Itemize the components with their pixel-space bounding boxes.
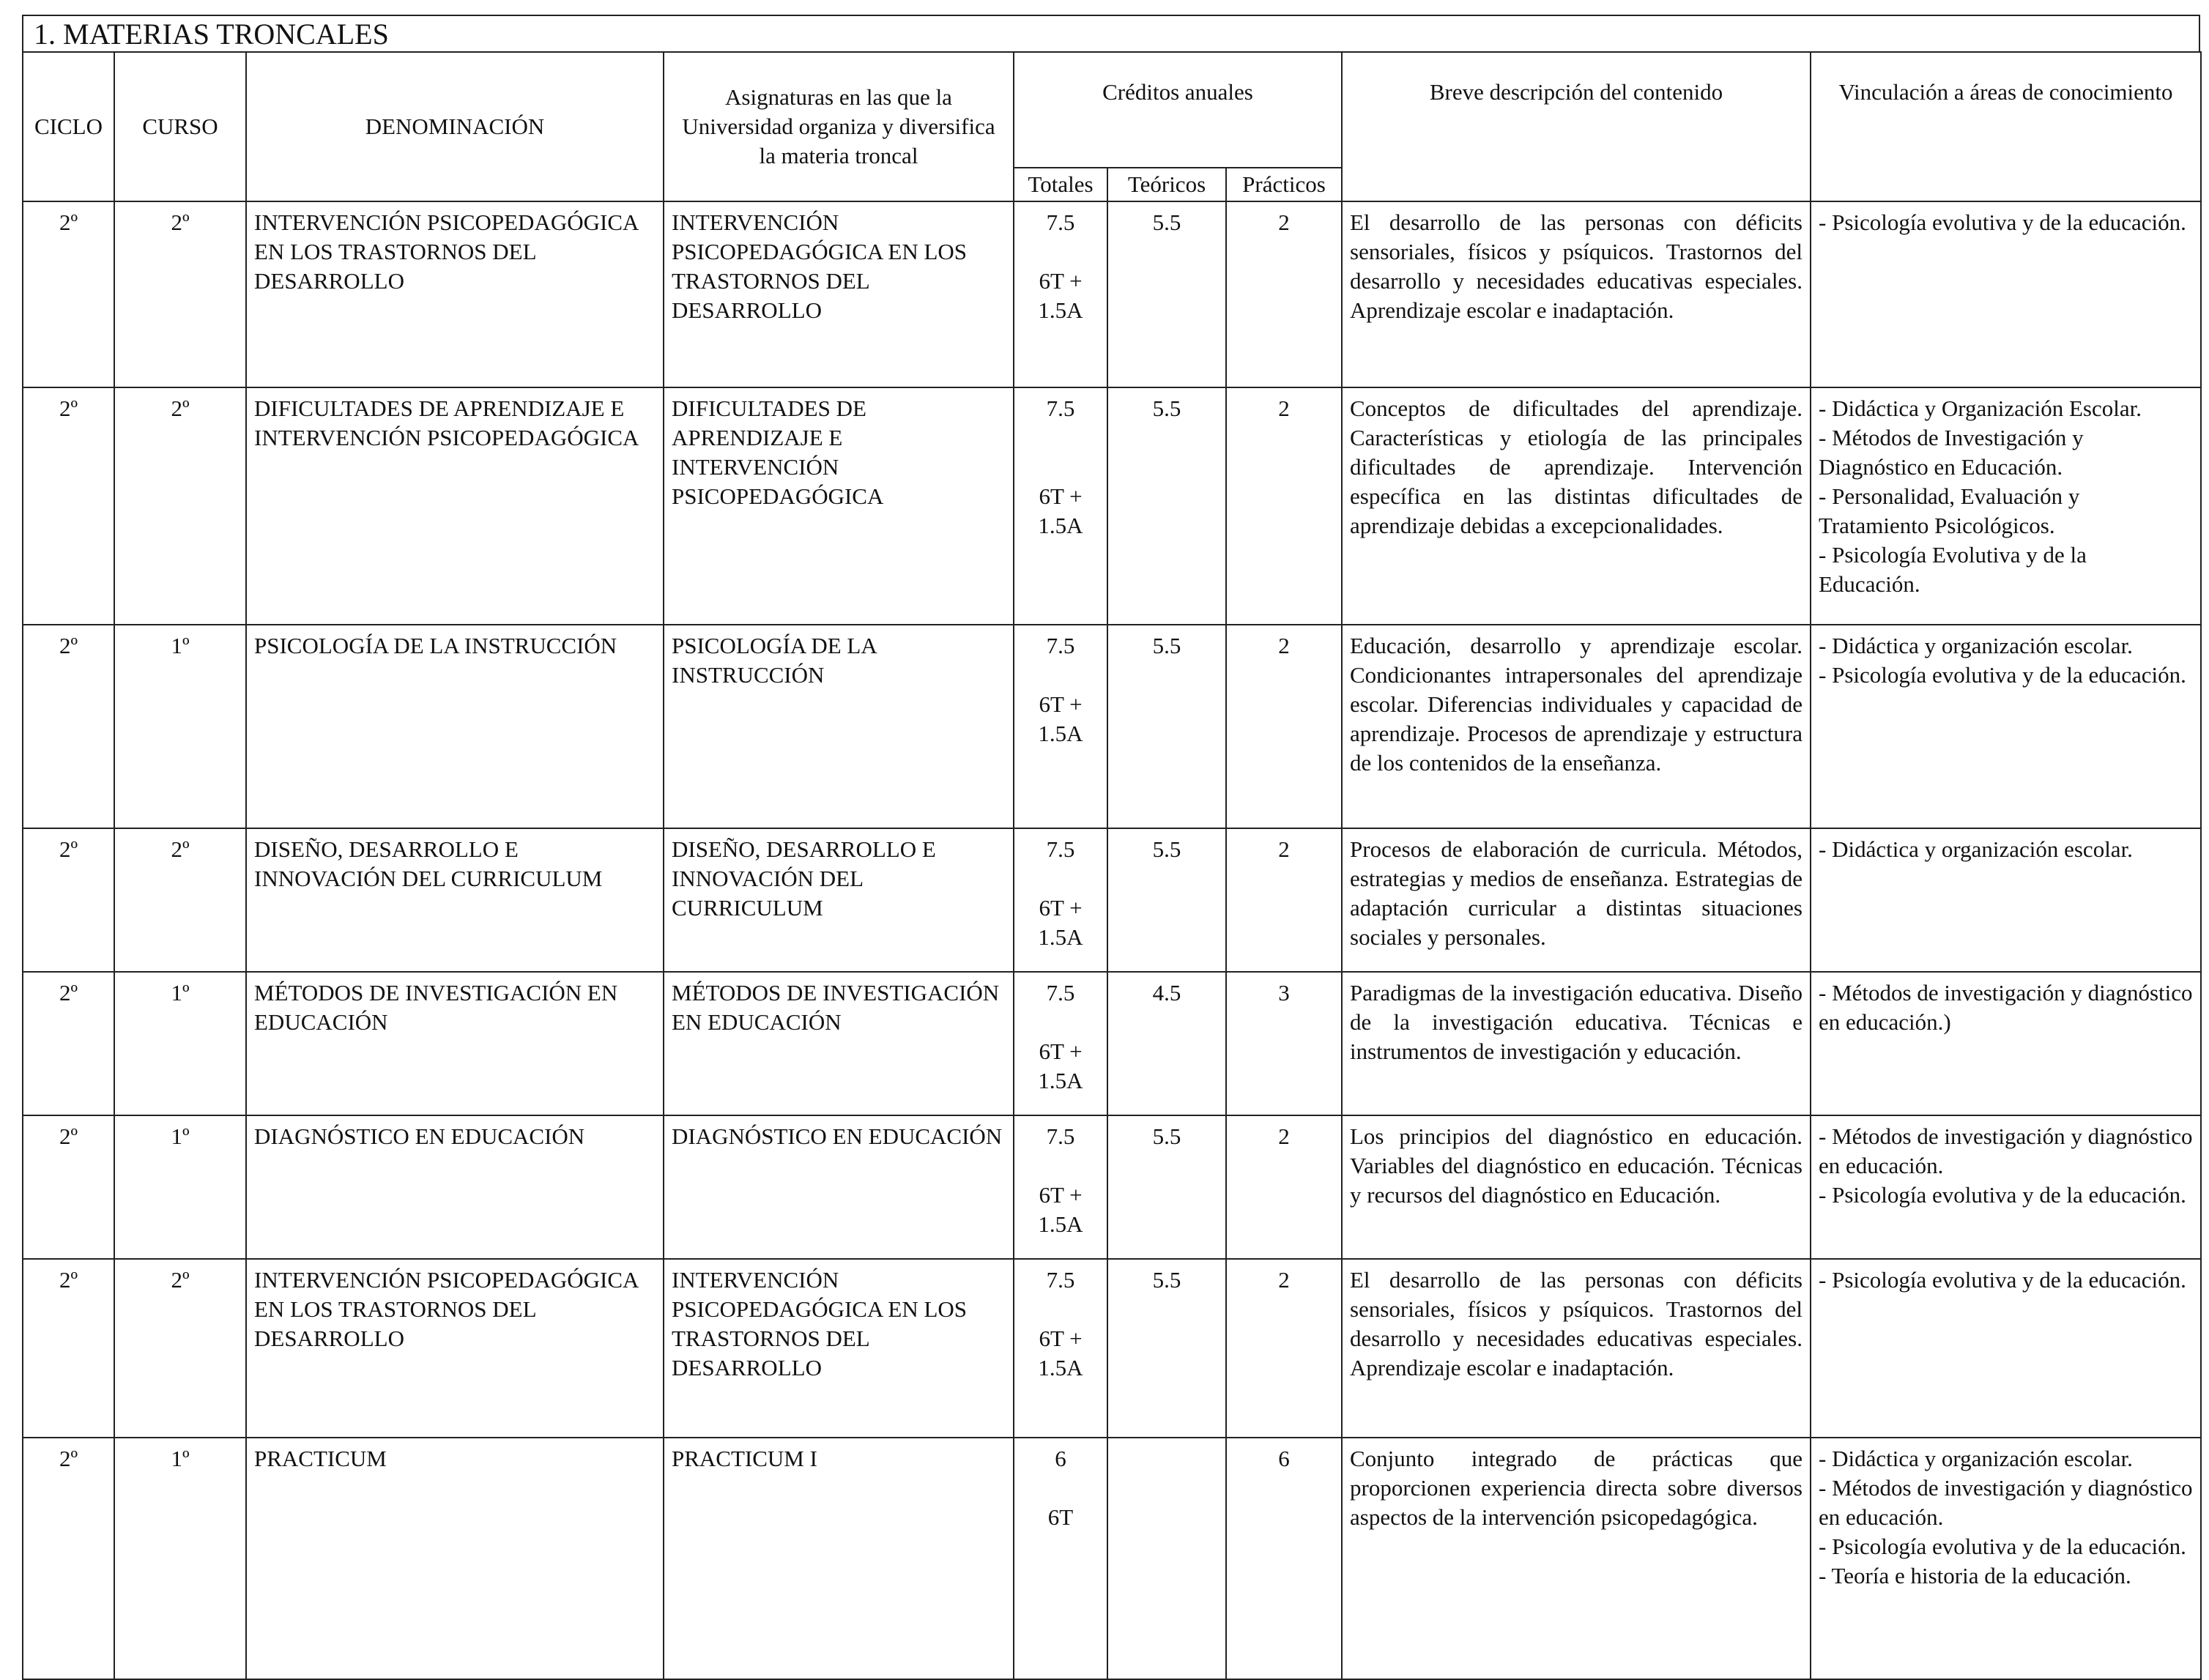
totales-cell bbox=[1014, 828, 1107, 972]
totales-value: 7.5 bbox=[1046, 1267, 1075, 1293]
descripcion-cell: El desarrollo de las personas con déficits sensoriales, físicos y psíquicos. Trastornos del desarrollo y necesidades educativas especiales. Aprendizaje escolar e inadaptación. bbox=[1342, 201, 1811, 387]
teoricos-cell: 5.5 bbox=[1107, 387, 1226, 625]
practicos-cell: 2 bbox=[1226, 828, 1342, 972]
spacer bbox=[1022, 1473, 1099, 1503]
header-vinculacion: Vinculación a áreas de conocimiento bbox=[1811, 52, 2201, 201]
totales-cell bbox=[1014, 1259, 1107, 1438]
denominacion-cell: MÉTODOS DE INVESTIGACIÓN EN EDUCACIÓN bbox=[246, 972, 664, 1115]
teoricos-cell: 5.5 bbox=[1107, 201, 1226, 387]
asignatura-cell: MÉTODOS DE INVESTIGACIÓN EN EDUCACIÓN bbox=[664, 972, 1014, 1115]
areas-cell bbox=[1811, 1115, 2201, 1259]
teoricos-cell: 5.5 bbox=[1107, 1115, 1226, 1259]
areas-cell bbox=[1811, 828, 2201, 972]
area-item: - Psicología Evolutiva y de la Educación. bbox=[1819, 542, 2087, 597]
totales-detalle: 6T + 1.5A bbox=[1038, 268, 1083, 323]
descripcion-cell: Procesos de elaboración de curricula. Métodos, estrategias y medios de enseñanza. Estrategias de adaptación curricular a distintas situaciones sociales y personales. bbox=[1342, 828, 1811, 972]
area-item: - Personalidad, Evaluación y Tratamiento Psicológicos. bbox=[1819, 483, 2080, 538]
spacer bbox=[1022, 1008, 1099, 1037]
spacer bbox=[1022, 1295, 1099, 1324]
curso-cell: 2º bbox=[114, 387, 246, 625]
ciclo-cell: 2º bbox=[23, 1115, 114, 1259]
denominacion-cell: INTERVENCIÓN PSICOPEDAGÓGICA EN LOS TRASTORNOS DEL DESARROLLO bbox=[246, 201, 664, 387]
totales-cell bbox=[1014, 1115, 1107, 1259]
descripcion-cell: Los principios del diagnóstico en educación. Variables del diagnóstico en educación. Técnicas y recursos del diagnóstico en Educación. bbox=[1342, 1115, 1811, 1259]
areas-cell bbox=[1811, 625, 2201, 828]
teoricos-cell bbox=[1107, 1438, 1226, 1679]
totales-value: 6 bbox=[1055, 1446, 1066, 1471]
spacer bbox=[1022, 423, 1099, 482]
practicos-cell: 2 bbox=[1226, 1115, 1342, 1259]
header-practicos: Prácticos bbox=[1226, 168, 1342, 201]
table-row bbox=[23, 1438, 2201, 1679]
curso-cell: 2º bbox=[114, 828, 246, 972]
denominacion-cell: DIAGNÓSTICO EN EDUCACIÓN bbox=[246, 1115, 664, 1259]
asignatura-cell: DIFICULTADES DE APRENDIZAJE E INTERVENCIÓN PSICOPEDAGÓGICA bbox=[664, 387, 1014, 625]
ciclo-cell: 2º bbox=[23, 1438, 114, 1679]
ciclo-cell: 2º bbox=[23, 1259, 114, 1438]
spacer bbox=[1022, 237, 1099, 267]
totales-cell bbox=[1014, 625, 1107, 828]
curso-cell: 1º bbox=[114, 972, 246, 1115]
areas-cell bbox=[1811, 201, 2201, 387]
curso-cell: 1º bbox=[114, 625, 246, 828]
area-item: - Psicología evolutiva y de la educación. bbox=[1819, 1182, 2186, 1208]
table-row bbox=[23, 828, 2201, 972]
area-item: - Métodos de investigación y diagnóstico en educación. bbox=[1819, 1475, 2193, 1530]
totales-cell bbox=[1014, 387, 1107, 625]
ciclo-cell: 2º bbox=[23, 972, 114, 1115]
header-totales: Totales bbox=[1014, 168, 1107, 201]
asignatura-cell: PRACTICUM I bbox=[664, 1438, 1014, 1679]
practicos-cell: 2 bbox=[1226, 387, 1342, 625]
totales-detalle: 6T + 1.5A bbox=[1038, 1038, 1083, 1093]
asignatura-cell: DIAGNÓSTICO EN EDUCACIÓN bbox=[664, 1115, 1014, 1259]
totales-cell bbox=[1014, 201, 1107, 387]
practicos-cell: 2 bbox=[1226, 201, 1342, 387]
totales-detalle: 6T + 1.5A bbox=[1038, 1182, 1083, 1237]
header-teoricos: Teóricos bbox=[1107, 168, 1226, 201]
ciclo-cell: 2º bbox=[23, 625, 114, 828]
practicos-cell: 3 bbox=[1226, 972, 1342, 1115]
totales-cell bbox=[1014, 972, 1107, 1115]
totales-detalle: 6T bbox=[1047, 1504, 1074, 1530]
area-item: - Psicología evolutiva y de la educación. bbox=[1819, 1534, 2186, 1559]
curso-cell: 1º bbox=[114, 1115, 246, 1259]
table-row bbox=[23, 972, 2201, 1115]
totales-value: 7.5 bbox=[1046, 209, 1075, 235]
ciclo-cell: 2º bbox=[23, 828, 114, 972]
denominacion-cell: DIFICULTADES DE APRENDIZAJE E INTERVENCIÓN PSICOPEDAGÓGICA bbox=[246, 387, 664, 625]
header-row bbox=[23, 52, 2201, 168]
area-item: - Teoría e historia de la educación. bbox=[1819, 1563, 2131, 1588]
totales-value: 7.5 bbox=[1046, 980, 1075, 1006]
totales-detalle: 6T + 1.5A bbox=[1038, 483, 1083, 538]
materias-table bbox=[22, 51, 2202, 1680]
asignatura-cell: DISEÑO, DESARROLLO E INNOVACIÓN DEL CURRICULUM bbox=[664, 828, 1014, 972]
ciclo-cell: 2º bbox=[23, 387, 114, 625]
teoricos-cell: 5.5 bbox=[1107, 625, 1226, 828]
area-item: - Psicología evolutiva y de la educación. bbox=[1819, 1267, 2186, 1293]
area-item: - Métodos de investigación y diagnóstico en educación. bbox=[1819, 1123, 2193, 1178]
area-item: - Didáctica y organización escolar. bbox=[1819, 633, 2133, 658]
descripcion-cell: Educación, desarrollo y aprendizaje escolar. Condicionantes intrapersonales del aprendizaje escolar. Diferencias individuales y capacidad de aprendizaje. Procesos de aprendizaje y estructura de los contenidos de la enseñanza. bbox=[1342, 625, 1811, 828]
header-descripcion: Breve descripción del contenido bbox=[1342, 52, 1811, 201]
descripcion-cell: Conceptos de dificultades del aprendizaje. Características y etiología de las principales dificultades de aprendizaje. Intervención específica en las distintas dificultades de aprendizaje debidas a excepcionalidades. bbox=[1342, 387, 1811, 625]
denominacion-cell: DISEÑO, DESARROLLO E INNOVACIÓN DEL CURRICULUM bbox=[246, 828, 664, 972]
denominacion-cell: PRACTICUM bbox=[246, 1438, 664, 1679]
area-item: - Didáctica y organización escolar. bbox=[1819, 1446, 2133, 1471]
teoricos-cell: 5.5 bbox=[1107, 1259, 1226, 1438]
area-item: - Psicología evolutiva y de la educación. bbox=[1819, 662, 2186, 688]
practicos-cell: 6 bbox=[1226, 1438, 1342, 1679]
totales-value: 7.5 bbox=[1046, 633, 1075, 658]
area-item: - Psicología evolutiva y de la educación. bbox=[1819, 209, 2186, 235]
totales-cell bbox=[1014, 1438, 1107, 1679]
curso-cell: 2º bbox=[114, 1259, 246, 1438]
section-title: 1. MATERIAS TRONCALES bbox=[22, 15, 2200, 51]
denominacion-cell: PSICOLOGÍA DE LA INSTRUCCIÓN bbox=[246, 625, 664, 828]
area-item: - Didáctica y organización escolar. bbox=[1819, 836, 2133, 862]
practicos-cell: 2 bbox=[1226, 625, 1342, 828]
document-sheet bbox=[22, 15, 2200, 1680]
asignatura-cell: PSICOLOGÍA DE LA INSTRUCCIÓN bbox=[664, 625, 1014, 828]
descripcion-cell: El desarrollo de las personas con déficits sensoriales, físicos y psíquicos. Trastornos del desarrollo y necesidades educativas especiales. Aprendizaje escolar e inadaptación. bbox=[1342, 1259, 1811, 1438]
spacer bbox=[1022, 864, 1099, 893]
descripcion-cell: Conjunto integrado de prácticas que proporcionen experiencia directa sobre diversos aspectos de la intervención psicopedagógica. bbox=[1342, 1438, 1811, 1679]
totales-value: 7.5 bbox=[1046, 836, 1075, 862]
spacer bbox=[1022, 1151, 1099, 1181]
totales-value: 7.5 bbox=[1046, 1123, 1075, 1149]
teoricos-cell: 5.5 bbox=[1107, 828, 1226, 972]
practicos-cell: 2 bbox=[1226, 1259, 1342, 1438]
area-item: - Métodos de Investigación y Diagnóstico en Educación. bbox=[1819, 425, 2084, 480]
denominacion-cell: INTERVENCIÓN PSICOPEDAGÓGICA EN LOS TRASTORNOS DEL DESARROLLO bbox=[246, 1259, 664, 1438]
header-creditos: Créditos anuales bbox=[1014, 52, 1342, 168]
curso-cell: 1º bbox=[114, 1438, 246, 1679]
spacer bbox=[1022, 661, 1099, 690]
table-row bbox=[23, 201, 2201, 387]
table-row bbox=[23, 387, 2201, 625]
table-row bbox=[23, 625, 2201, 828]
table-row bbox=[23, 1115, 2201, 1259]
areas-cell bbox=[1811, 387, 2201, 625]
totales-detalle: 6T + 1.5A bbox=[1038, 1326, 1083, 1380]
header-asignaturas: Asignaturas en las que la Universidad organiza y diversifica la materia troncal bbox=[664, 52, 1014, 201]
area-item: - Didáctica y Organización Escolar. bbox=[1819, 395, 2142, 421]
table-row bbox=[23, 1259, 2201, 1438]
teoricos-cell: 4.5 bbox=[1107, 972, 1226, 1115]
ciclo-cell: 2º bbox=[23, 201, 114, 387]
curso-cell: 2º bbox=[114, 201, 246, 387]
header-curso: CURSO bbox=[114, 52, 246, 201]
areas-cell bbox=[1811, 972, 2201, 1115]
areas-cell bbox=[1811, 1259, 2201, 1438]
asignatura-cell: INTERVENCIÓN PSICOPEDAGÓGICA EN LOS TRASTORNOS DEL DESARROLLO bbox=[664, 201, 1014, 387]
totales-detalle: 6T + 1.5A bbox=[1038, 895, 1083, 950]
areas-cell bbox=[1811, 1438, 2201, 1679]
area-item: - Métodos de investigación y diagnóstico en educación.) bbox=[1819, 980, 2193, 1035]
descripcion-cell: Paradigmas de la investigación educativa. Diseño de la investigación educativa. Técnicas e instrumentos de investigación y educación. bbox=[1342, 972, 1811, 1115]
header-denominacion: DENOMINACIÓN bbox=[246, 52, 664, 201]
header-ciclo: CICLO bbox=[23, 52, 114, 201]
asignatura-cell: INTERVENCIÓN PSICOPEDAGÓGICA EN LOS TRASTORNOS DEL DESARROLLO bbox=[664, 1259, 1014, 1438]
totales-value: 7.5 bbox=[1046, 395, 1075, 421]
totales-detalle: 6T + 1.5A bbox=[1038, 691, 1083, 746]
